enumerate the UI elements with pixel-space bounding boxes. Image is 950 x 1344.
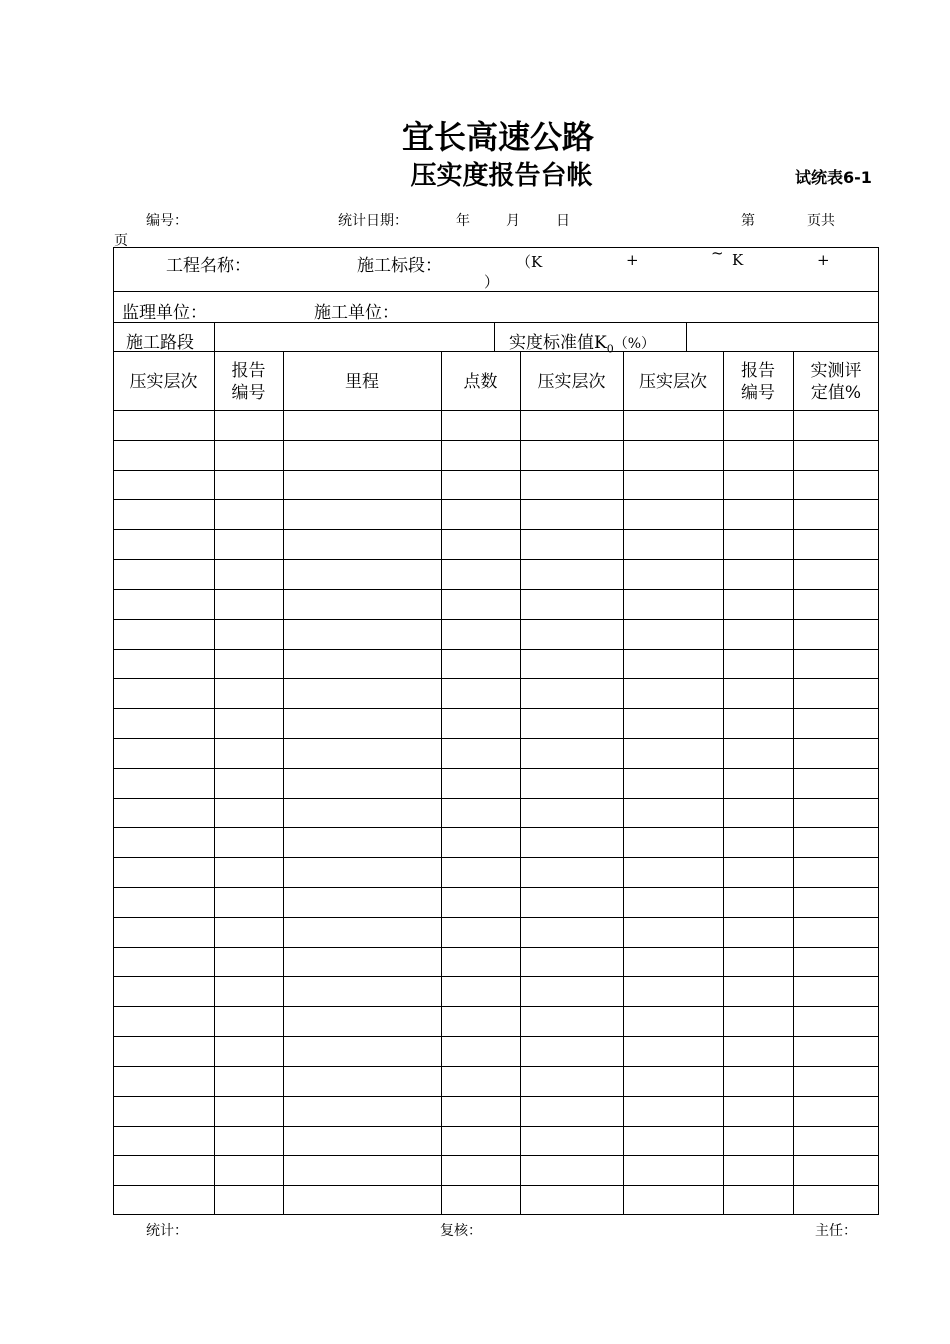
document-title: 宜长高速公路 (401, 118, 594, 156)
close-paren: ） (484, 273, 500, 291)
day-label: 日 (556, 213, 570, 229)
table-row-divider (113, 798, 879, 799)
table-row-divider (113, 678, 879, 679)
road-section-label: 施工路段 (126, 333, 194, 353)
table-row-divider (113, 559, 879, 560)
table-row-divider (113, 440, 879, 441)
table-row-divider (113, 1036, 879, 1037)
col-header-compaction-layer-3: 压实层次 (639, 372, 707, 392)
table-row-divider (113, 917, 879, 918)
column-divider (723, 351, 724, 1215)
table-row-divider (113, 1006, 879, 1007)
table-row-divider (113, 976, 879, 977)
table-row-divider (113, 768, 879, 769)
review-label: 复核： (440, 1223, 482, 1239)
header-row-bottom (113, 410, 879, 411)
plus-sign-2: + (817, 251, 830, 269)
col-header-mileage: 里程 (345, 372, 379, 392)
document-subtitle: 压实度报告台帐 (410, 161, 593, 191)
table-row-divider (113, 887, 879, 888)
standard-divider (494, 322, 495, 351)
k-second: K (732, 251, 744, 269)
table-row-divider (113, 1185, 879, 1186)
column-divider (520, 351, 521, 1215)
page-gong-label: 页共 (807, 213, 835, 229)
col-header-report: 报告 (231, 361, 266, 381)
section-label: 施工标段： (357, 256, 442, 276)
table-row-divider (113, 857, 879, 858)
table-row-divider (113, 1155, 879, 1156)
k-open: （K (516, 253, 543, 271)
col-header-compaction-layer: 压实层次 (129, 372, 198, 392)
table-row-divider (113, 499, 879, 500)
page-di-label: 第 (741, 213, 755, 229)
col-header-points: 点数 (463, 372, 498, 392)
col-header-report-2: 报告 (741, 361, 775, 381)
table-row-divider (113, 649, 879, 650)
table-row-divider (113, 1066, 879, 1067)
standard-value-label: 实度标准值$K_0(\%)$ (509, 333, 656, 356)
header-row-top (113, 351, 879, 352)
column-divider (793, 351, 794, 1215)
contractor-label: 施工单位： (314, 303, 399, 323)
column-divider (214, 351, 215, 1215)
table-row-divider (113, 947, 879, 948)
info-row-divider (113, 322, 879, 323)
stat-label: 统计： (146, 1223, 188, 1239)
year-label: 年 (456, 213, 470, 229)
table-row-divider (113, 827, 879, 828)
plus-sign-1: + (626, 251, 639, 269)
project-name-label: 工程名称： (166, 256, 251, 276)
col-header-measured: 实测评 (810, 361, 862, 381)
standard-value-divider (686, 322, 687, 351)
number-label: 编号： (146, 213, 188, 229)
col-header-evaluated-value: 定值% (810, 383, 862, 403)
table-row-divider (113, 1126, 879, 1127)
road-section-divider (214, 322, 215, 351)
standard-subscript: 0 (606, 342, 614, 356)
table-row-divider (113, 470, 879, 471)
table-row-divider (113, 529, 879, 530)
column-divider (441, 351, 442, 1215)
supervisor-label: 监理单位： (122, 303, 207, 323)
table-row-divider (113, 738, 879, 739)
form-number: 试统表6-1 (795, 168, 872, 187)
table-row-divider (113, 708, 879, 709)
month-label: 月 (506, 213, 520, 229)
col-header-compaction-layer-2: 压实层次 (537, 372, 606, 392)
table-row-divider (113, 589, 879, 590)
stat-date-label: 统计日期： (338, 213, 408, 229)
col-header-report-no-2: 编号 (741, 383, 775, 403)
col-header-report-no: 编号 (231, 383, 266, 403)
tilde-sign: ~ (711, 244, 724, 262)
column-divider (623, 351, 624, 1215)
column-divider (283, 351, 284, 1215)
table-row-divider (113, 1096, 879, 1097)
table-row-divider (113, 619, 879, 620)
page-ye-label: 页 (114, 233, 128, 249)
chief-label: 主任： (815, 1223, 857, 1239)
